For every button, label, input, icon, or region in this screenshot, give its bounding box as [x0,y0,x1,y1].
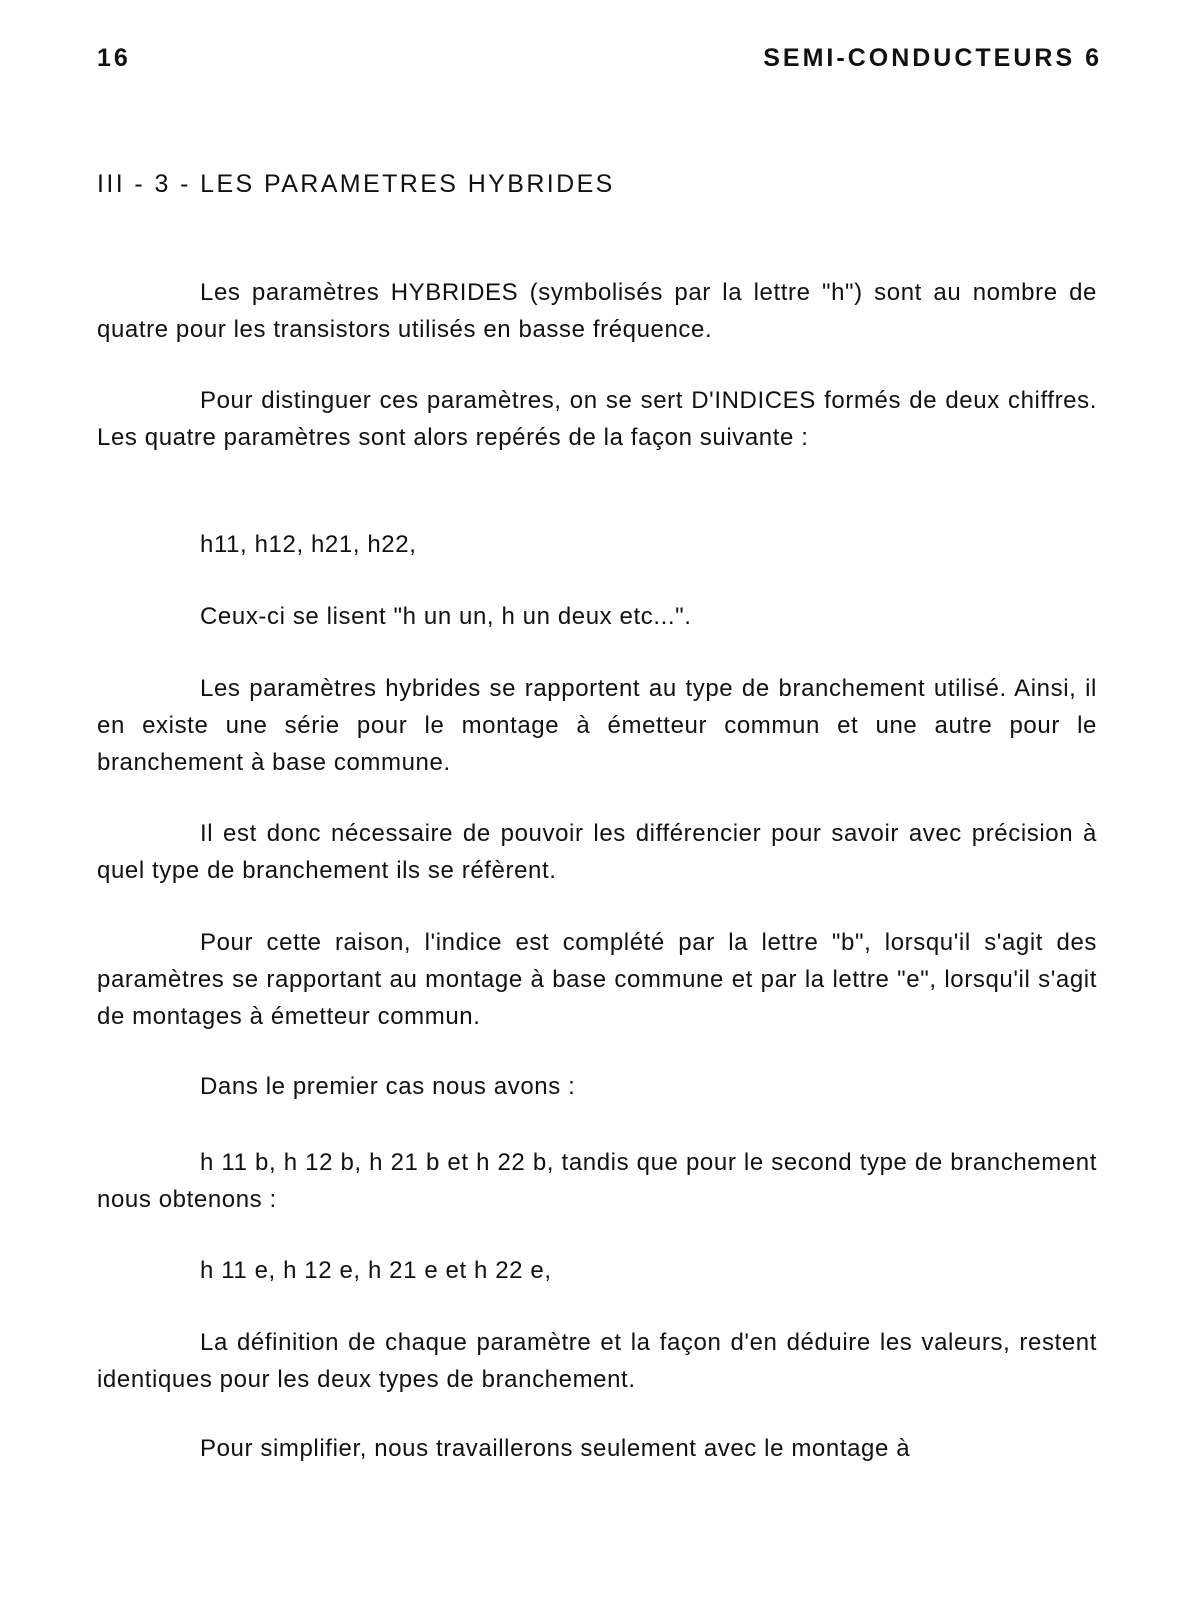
paragraph-premier-cas: Dans le premier cas nous avons : [200,1073,576,1100]
paragraph-reading: Ceux-ci se lisent "h un un, h un deux etc...". [200,603,692,630]
paragraph-indices: Pour distinguer ces paramètres, on se sert D'INDICES formés de deux chiffres. Les quatre paramètres sont alors repérés de la façon suivante : [97,387,1097,451]
paragraph-b-params: h 11 b, h 12 b, h 21 b et h 22 b, tandis que pour le second type de branchement nous obtenons : [97,1149,1097,1213]
paragraph-simplifier: Pour simplifier, nous travaillerons seulement avec le montage à [200,1435,911,1462]
section-heading: III - 3 - LES PARAMETRES HYBRIDES [97,170,615,198]
formula-h-list: h11, h12, h21, h22, [200,531,417,558]
formula-e-params: h 11 e, h 12 e, h 21 e et h 22 e, [200,1257,552,1284]
paragraph-hybrid-intro: Les paramètres HYBRIDES (symbolisés par la lettre "h") sont au nombre de quatre pour les transistors utilisés en basse fréquence. [97,279,1097,343]
paragraph-indice-lettre: Pour cette raison, l'indice est complété par la lettre "b", lorsqu'il s'agit des paramètres se rapportant au montage à base commune et par la lettre "e", lorsqu'il s'agit de montages à émetteur commun. [97,929,1097,1030]
paragraph-branchement-type: Les paramètres hybrides se rapportent au type de branchement utilisé. Ainsi, il en existe une série pour le montage à émetteur commun et une autre pour le branchement à base commune. [97,675,1097,776]
page-number: 16 [97,44,131,72]
running-title: SEMI-CONDUCTEURS 6 [763,44,1102,72]
running-header [97,44,1102,84]
paragraph-definition: La définition de chaque paramètre et la façon d'en déduire les valeurs, restent identiques pour les deux types de branchement. [97,1329,1097,1393]
paragraph-differencier: Il est donc nécessaire de pouvoir les différencier pour savoir avec précision à quel type de branchement ils se réfèrent. [97,820,1097,884]
